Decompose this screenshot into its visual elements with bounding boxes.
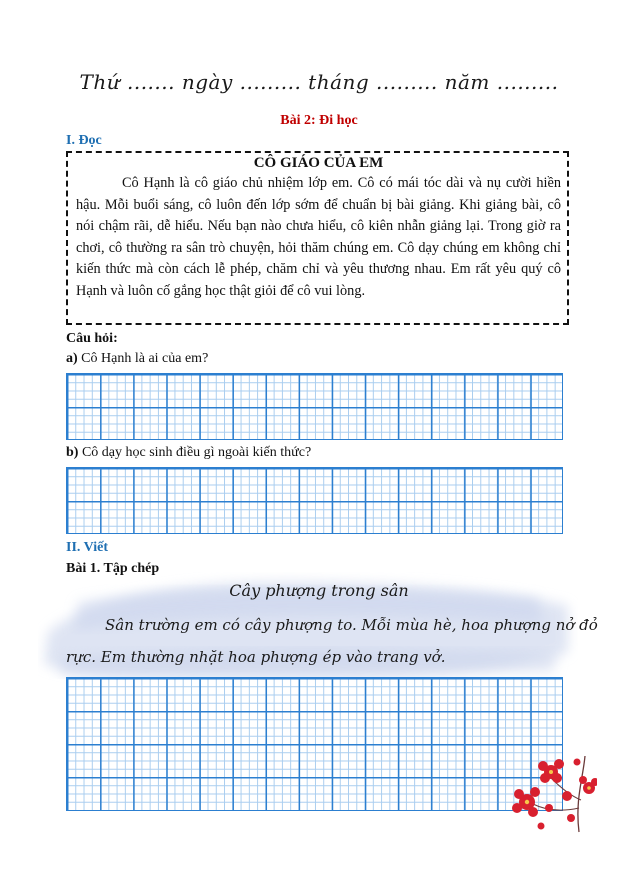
- question-b-text: Cô dạy học sinh điều gì ngoài kiến thức?: [81, 445, 312, 460]
- date-line: Thứ ....... ngày ......... tháng ......... năm .........: [79, 70, 559, 94]
- lesson-title: Bài 2: Đi học: [280, 113, 358, 128]
- flower-decoration-icon: [505, 748, 597, 838]
- writing-section-label: II. Viết: [66, 540, 108, 555]
- questions-heading: Câu hỏi:: [66, 331, 118, 346]
- story-text: Cô Hạnh là cô giáo chủ nhiệm lớp em. Cô có mái tóc dài và nụ cười hiền hậu. Mỗi buổi sáng, cô luôn đến lớp sớm để chuẩn bị bài giảng. Khi giảng bài, cô nói chậm rãi, dễ hiểu. Nếu bạn nào chưa hiểu, cô kiên nhẫn giảng lại. Trong giờ ra chơi, cô thường ra sân trò chuyện, hỏi thăm chúng em. Cô dạy chúng em không chỉ kiến thức mà còn cách lễ phép, chăm chỉ và yêu thương nhau. Em rất yêu quý cô Hạnh và luôn cố gắng học thật giỏi để cô vui lòng.: [76, 175, 561, 299]
- question-b-label: b): [66, 445, 79, 460]
- copy-line-1: Sân trường em có cây phượng to. Mỗi mùa hè, hoa phượng nở đỏ: [105, 616, 598, 634]
- reading-section-label: I. Đọc: [66, 133, 102, 148]
- question-a: [66, 351, 208, 367]
- answer-grid-b[interactable]: [66, 467, 563, 534]
- copy-line-2: rực. Em thường nhặt hoa phượng ép vào trang vở.: [66, 648, 446, 666]
- reading-passage-box: [66, 151, 569, 325]
- copy-title: Cây phượng trong sân: [229, 581, 409, 600]
- question-b: [66, 445, 311, 461]
- copy-exercise-label: Bài 1. Tập chép: [66, 561, 160, 576]
- story-title: CÔ GIÁO CỦA EM: [253, 155, 384, 171]
- question-a-text: Cô Hạnh là ai của em?: [81, 351, 209, 366]
- copy-writing-grid[interactable]: [66, 677, 563, 811]
- question-a-label: a): [66, 351, 78, 366]
- answer-grid-a[interactable]: [66, 373, 563, 440]
